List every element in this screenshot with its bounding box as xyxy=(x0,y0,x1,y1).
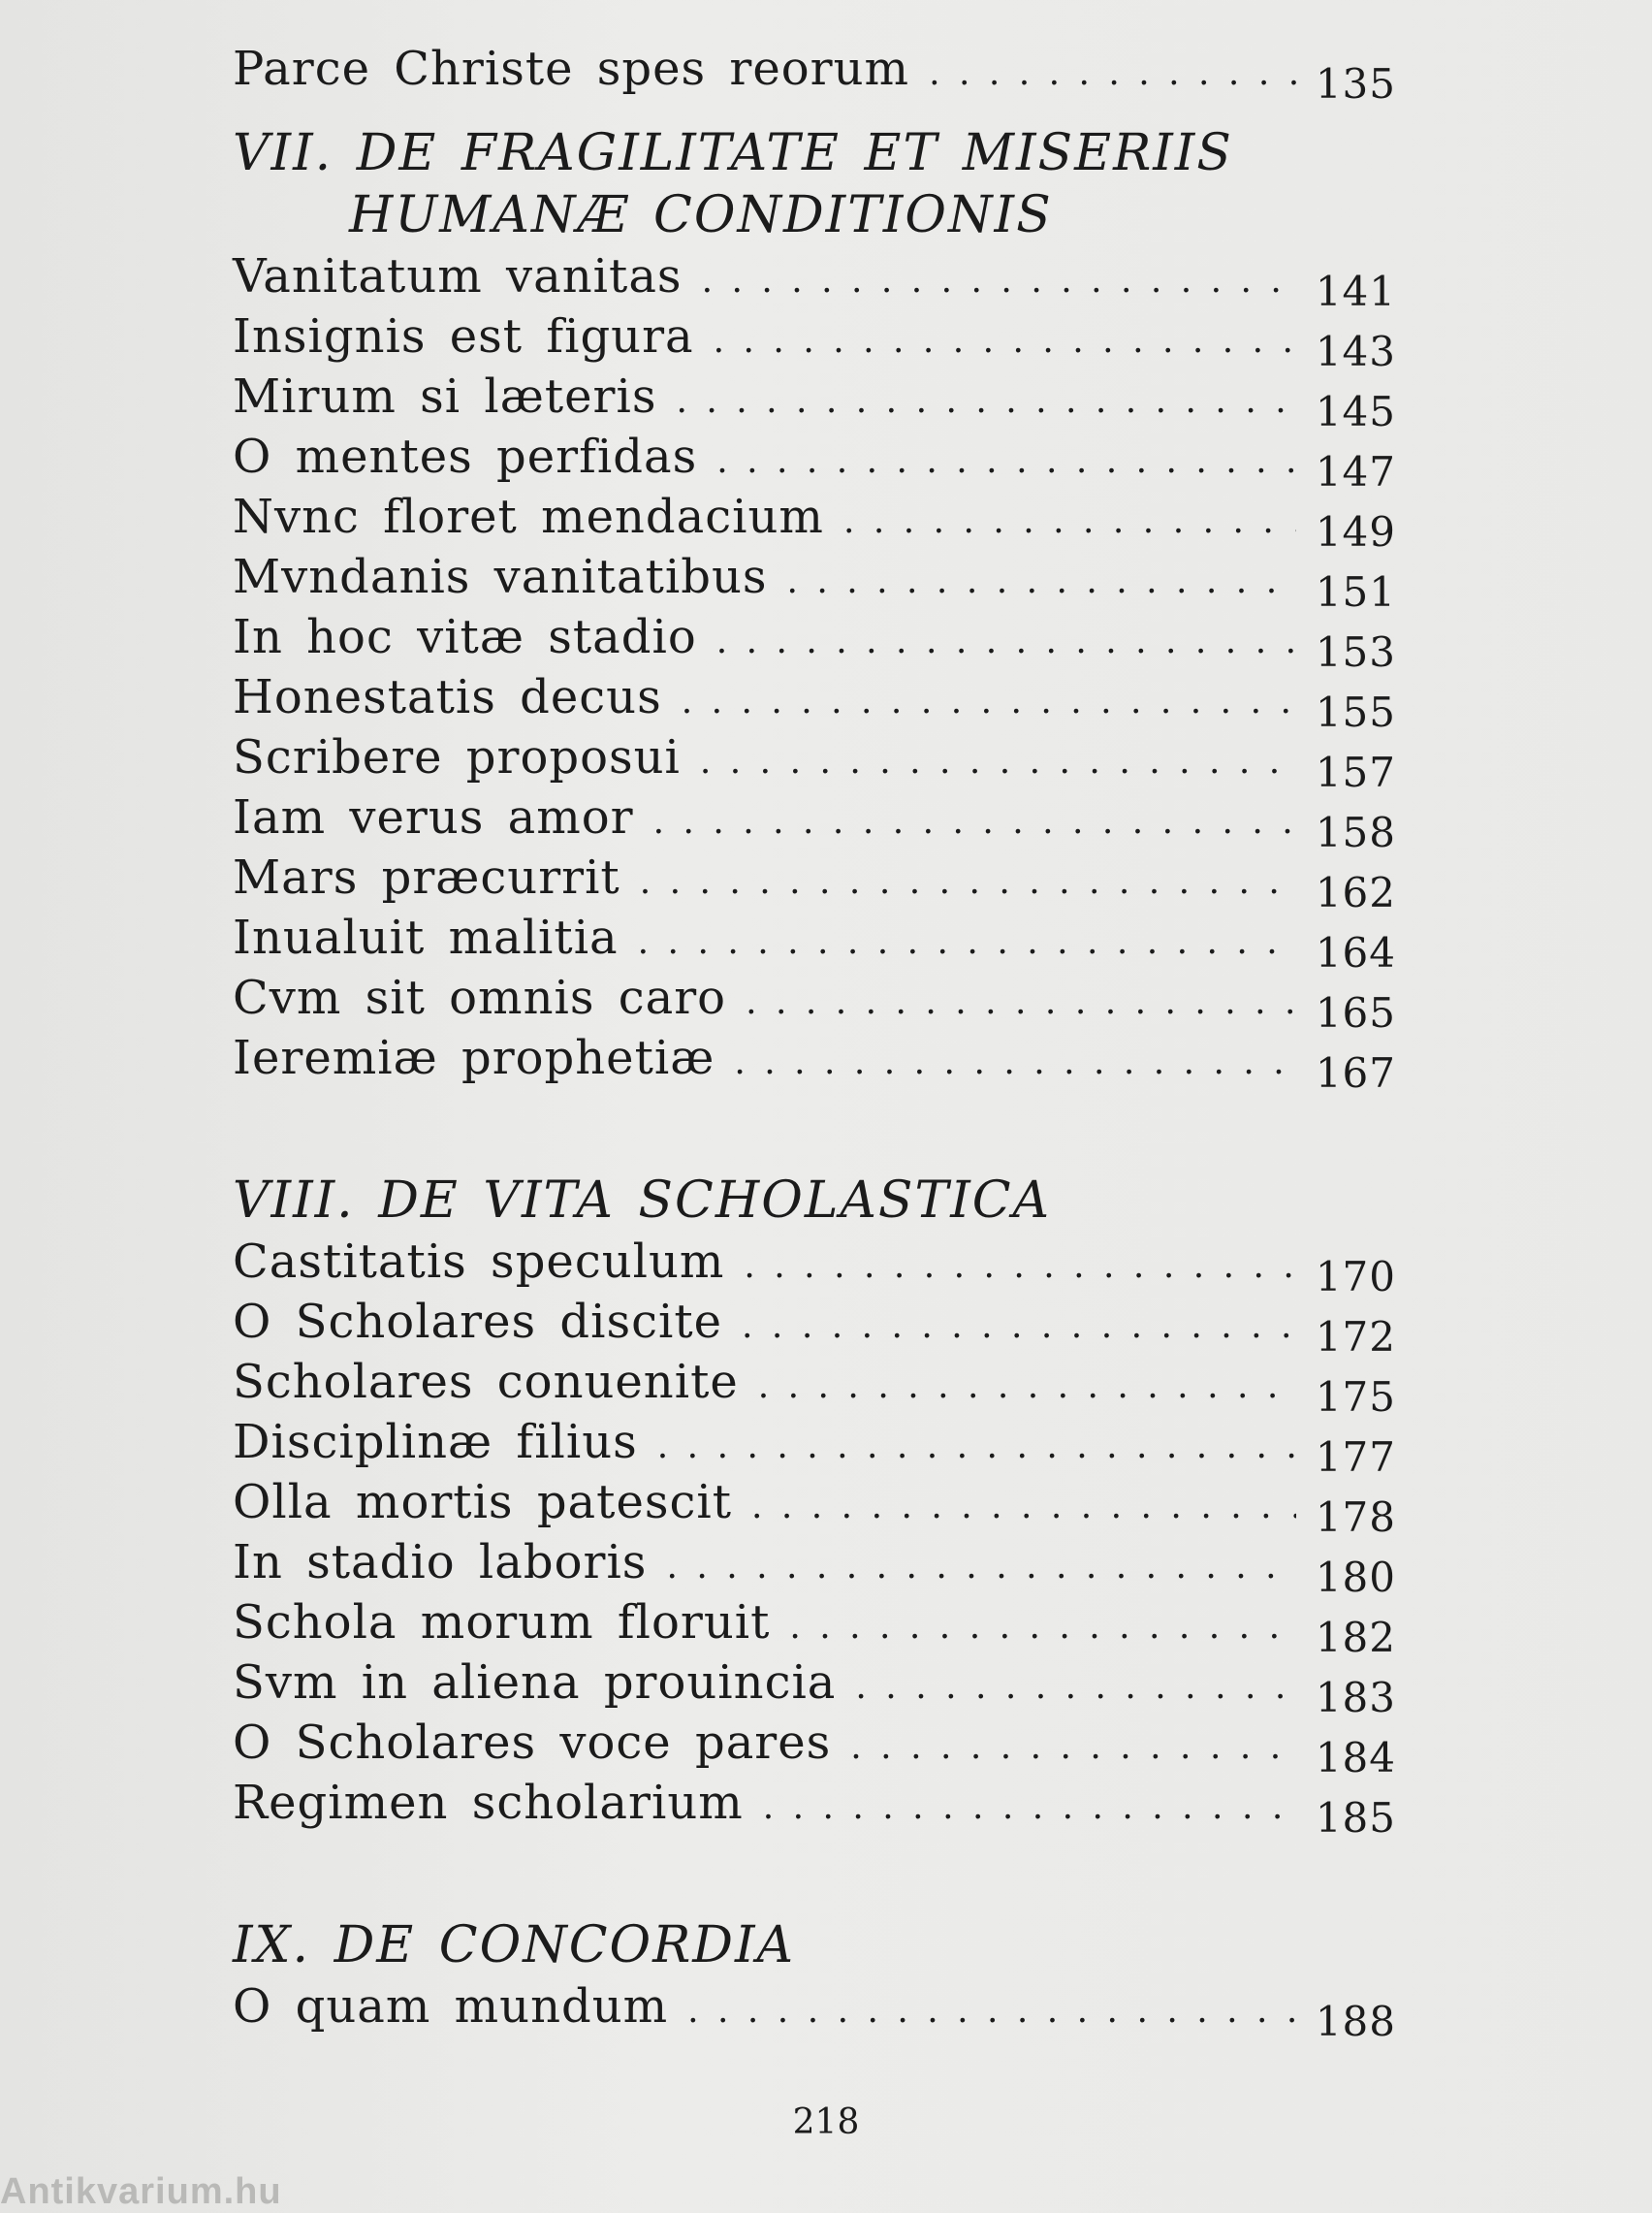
leader-dots xyxy=(666,1537,1295,1597)
entry-page: 175 xyxy=(1315,1373,1396,1421)
entry-title: Mvndanis vanitatibus xyxy=(233,550,768,604)
toc-entry xyxy=(233,1976,1396,2045)
toc-entry xyxy=(233,367,1396,435)
entry-title: Insignis est figura xyxy=(233,309,694,364)
section-heading-viii xyxy=(233,1170,1396,1232)
entry-page: 141 xyxy=(1315,268,1396,315)
entry-page: 172 xyxy=(1315,1313,1396,1361)
entry-page: 178 xyxy=(1315,1493,1396,1541)
entry-title: Castitatis speculum xyxy=(233,1235,725,1289)
entry-title: Mars præcurrit xyxy=(233,850,620,905)
table-of-contents xyxy=(233,39,1396,2045)
toc-entry xyxy=(233,787,1396,856)
toc-entry xyxy=(233,547,1396,616)
entry-page: 167 xyxy=(1315,1049,1396,1097)
leader-dots xyxy=(787,552,1296,612)
section-heading-ix xyxy=(233,1914,1396,1976)
leader-dots xyxy=(929,44,1296,104)
toc-entry xyxy=(233,607,1396,676)
toc-entry xyxy=(233,1532,1396,1601)
toc-entry xyxy=(233,1773,1396,1842)
leader-dots xyxy=(653,792,1296,852)
entry-page: 165 xyxy=(1315,989,1396,1037)
toc-entry xyxy=(233,306,1396,375)
entry-page: 145 xyxy=(1315,388,1396,435)
toc-entry xyxy=(233,1472,1396,1541)
toc-entry xyxy=(233,1292,1396,1361)
leader-dots xyxy=(751,1477,1296,1537)
section-title-line2: HUMANÆ CONDITIONIS xyxy=(349,186,1053,244)
entry-title: Inualuit malitia xyxy=(233,911,619,965)
toc-entry xyxy=(233,1232,1396,1300)
entry-title: Mirum si læteris xyxy=(233,369,657,424)
entry-title: Svm in aliena prouincia xyxy=(233,1655,837,1710)
toc-entry xyxy=(233,487,1396,556)
leader-dots xyxy=(716,432,1296,492)
section-viii-entries xyxy=(233,1232,1396,1842)
entry-title: Nvnc floret mendacium xyxy=(233,490,824,544)
entry-page: 183 xyxy=(1315,1674,1396,1721)
leader-dots xyxy=(640,852,1296,913)
entry-title: Schola morum floruit xyxy=(233,1595,771,1650)
leader-dots xyxy=(855,1657,1295,1717)
section-heading-vii xyxy=(233,122,1396,246)
leader-dots xyxy=(657,1417,1296,1477)
toc-entry xyxy=(233,848,1396,916)
entry-page: 158 xyxy=(1315,809,1396,856)
section-vii-entries xyxy=(233,246,1396,1097)
entry-page: 177 xyxy=(1315,1433,1396,1481)
entry-page: 185 xyxy=(1315,1794,1396,1842)
entry-title: Iam verus amor xyxy=(233,790,634,845)
entry-page: 180 xyxy=(1315,1554,1396,1601)
entry-page: 149 xyxy=(1315,508,1396,556)
toc-entry xyxy=(233,246,1396,315)
entry-title: Olla mortis patescit xyxy=(233,1475,733,1529)
toc-entry xyxy=(233,1592,1396,1661)
leader-dots xyxy=(638,913,1296,973)
entry-title: O quam mundum xyxy=(233,1979,669,2034)
leader-dots xyxy=(843,492,1296,552)
leader-dots xyxy=(746,973,1296,1033)
entry-title: Parce Christe spes reorum xyxy=(233,42,910,96)
leader-dots xyxy=(742,1297,1296,1357)
entry-page: 147 xyxy=(1315,448,1396,496)
leader-dots xyxy=(700,732,1296,792)
entry-page: 135 xyxy=(1315,60,1396,108)
toc-entry xyxy=(233,427,1396,496)
entry-title: Regimen scholarium xyxy=(233,1776,744,1830)
entry-page: 153 xyxy=(1315,628,1396,676)
toc-entry xyxy=(233,908,1396,977)
entry-page: 188 xyxy=(1315,1998,1396,2045)
leader-dots xyxy=(687,1981,1296,2041)
entry-title: In hoc vitæ stadio xyxy=(233,610,697,664)
toc-entry xyxy=(233,968,1396,1037)
leader-dots xyxy=(714,311,1296,371)
leader-dots xyxy=(758,1357,1296,1417)
leader-dots xyxy=(734,1033,1295,1093)
toc-entry xyxy=(233,1028,1396,1097)
leader-dots xyxy=(682,672,1296,732)
toc-entry xyxy=(233,1713,1396,1781)
entry-title: Scribere proposui xyxy=(233,730,681,785)
entry-title: O mentes perfidas xyxy=(233,430,698,484)
entry-page: 162 xyxy=(1315,869,1396,916)
leader-dots xyxy=(744,1236,1295,1297)
toc-entry xyxy=(233,667,1396,736)
entry-page: 155 xyxy=(1315,689,1396,736)
leader-dots xyxy=(716,612,1296,672)
leader-dots xyxy=(702,251,1296,311)
toc-entry xyxy=(233,1352,1396,1421)
entry-page: 164 xyxy=(1315,929,1396,977)
leader-dots xyxy=(789,1597,1295,1657)
leader-dots xyxy=(763,1778,1296,1838)
entry-title: O Scholares voce pares xyxy=(233,1716,832,1770)
section-ix-entries xyxy=(233,1976,1396,2045)
section-title-line1: VII. DE FRAGILITATE ET MISERIIS xyxy=(233,124,1233,182)
entry-title: Vanitatum vanitas xyxy=(233,249,683,304)
entry-title: Scholares conuenite xyxy=(233,1355,739,1409)
toc-entry xyxy=(233,1412,1396,1481)
watermark: Antikvarium.hu xyxy=(0,2171,282,2212)
entry-title: Ieremiæ prophetiæ xyxy=(233,1031,715,1085)
entry-page: 143 xyxy=(1315,328,1396,375)
entry-page: 157 xyxy=(1315,749,1396,796)
entry-title: O Scholares discite xyxy=(233,1295,723,1349)
toc-entry xyxy=(233,39,1396,108)
entry-title: Honestatis decus xyxy=(233,670,662,724)
entry-title: In stadio laboris xyxy=(233,1535,648,1589)
entry-page: 184 xyxy=(1315,1734,1396,1781)
leader-dots xyxy=(676,371,1295,432)
page-number: 218 xyxy=(792,2102,860,2142)
entry-title: Cvm sit omnis caro xyxy=(233,971,727,1025)
toc-entry xyxy=(233,727,1396,796)
section-title: IX. DE CONCORDIA xyxy=(233,1916,796,1974)
section-title: VIII. DE VITA SCHOLASTICA xyxy=(233,1171,1052,1230)
entry-page: 182 xyxy=(1315,1614,1396,1661)
leader-dots xyxy=(850,1717,1296,1778)
entry-title: Disciplinæ filius xyxy=(233,1415,638,1469)
entry-page: 151 xyxy=(1315,568,1396,616)
toc-entry xyxy=(233,1652,1396,1721)
entry-page: 170 xyxy=(1315,1253,1396,1300)
